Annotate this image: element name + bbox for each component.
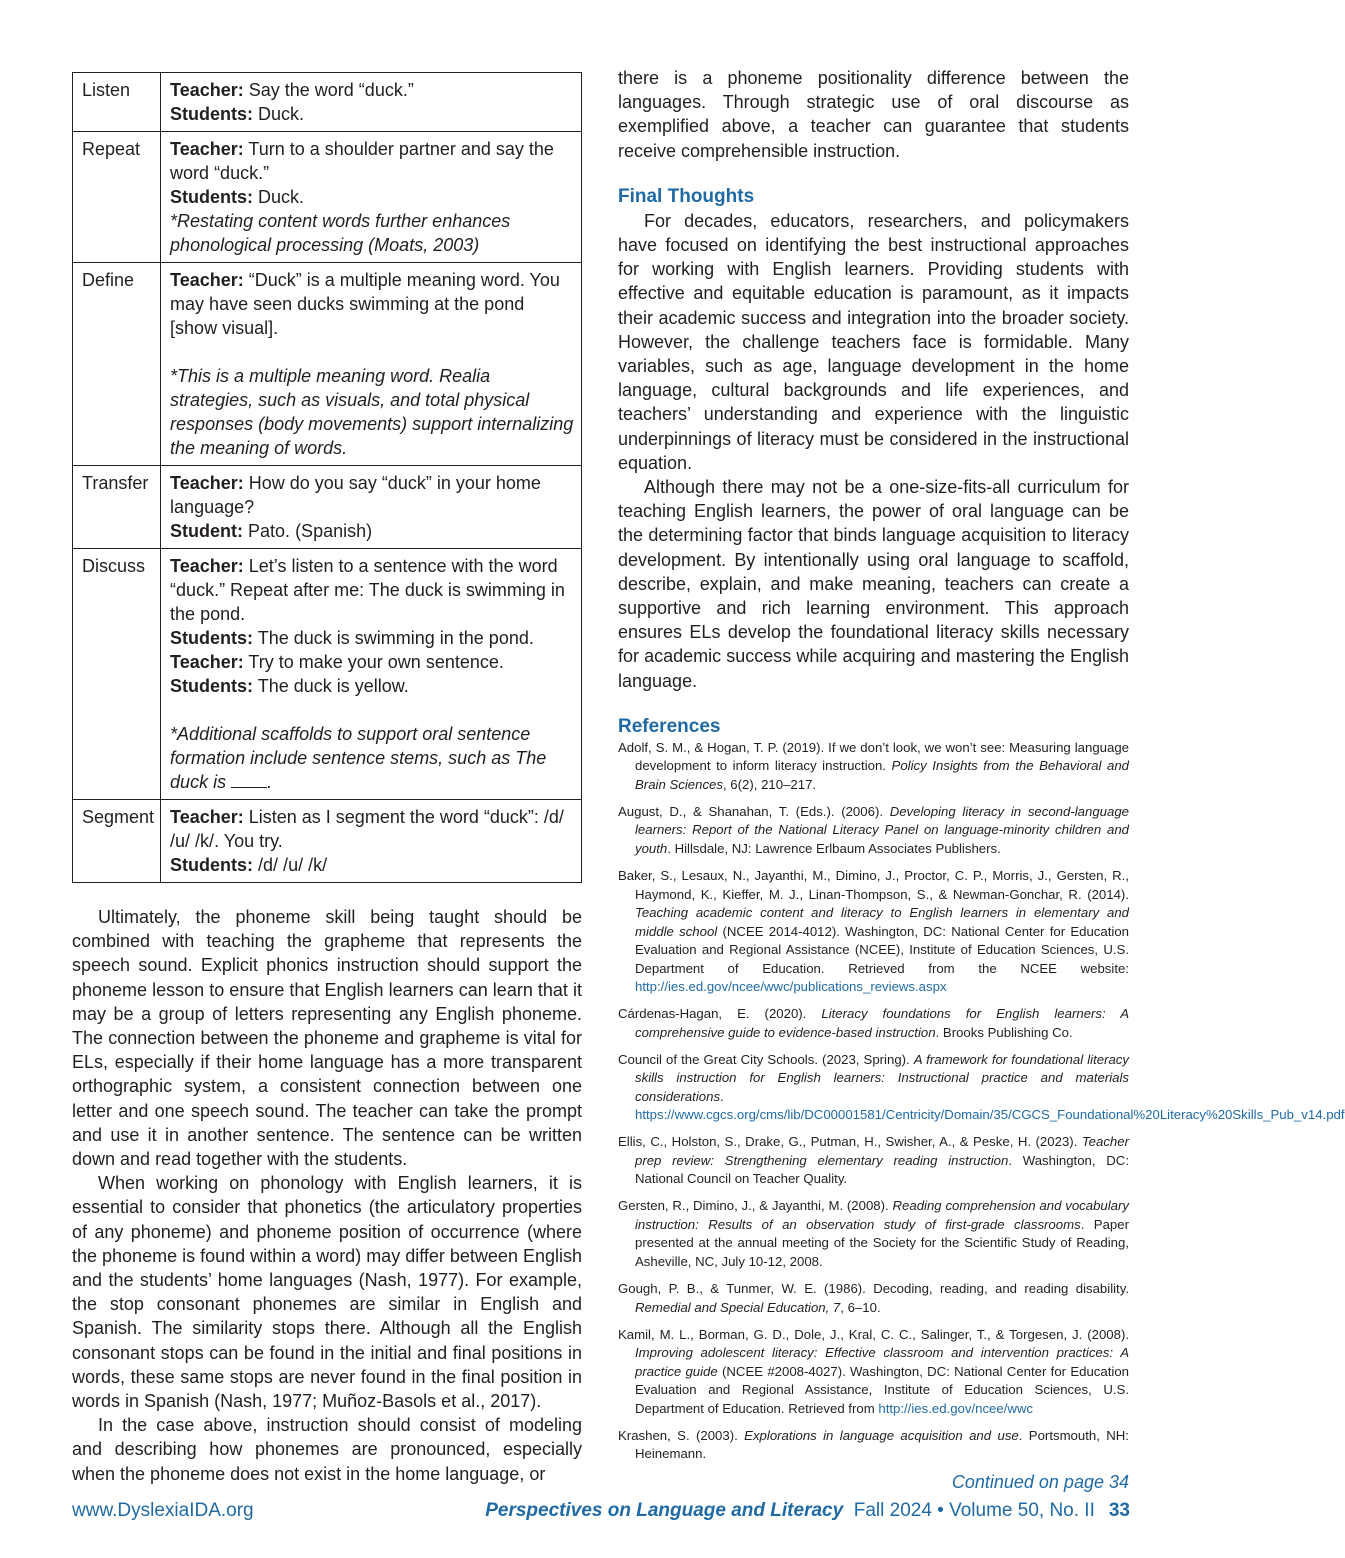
body-paragraph: Ultimately, the phoneme skill being taught should be combined with teaching the grapheme that represents the speech sound. Explicit phonics instruction should support the phoneme lesson to ensure that English learners can learn that it may be a group of letters representing any English phoneme. The connection between the phoneme and grapheme is vital for ELs, especially if their home language has a more transparent orthographic system, a consistent connection between one letter and one speech sound. The teacher can take the prompt and use it in another sentence. The sentence can be written down and read together with the students. <box>72 907 582 1170</box>
reference-title: A framework for foundational literacy skills instruction for English learners: Instructional practice and materials considerations <box>635 1051 1129 1104</box>
reference-title: Developing literacy in second-language learners: Report of the National Literacy Panel on language-minority children and youth <box>635 803 1130 856</box>
dialogue-line <box>170 805 575 853</box>
reference-text: . Portsmouth, NH: Heinemann. <box>635 1427 1129 1462</box>
speaker-label: Teacher: <box>170 80 244 100</box>
reference-text: Gough, P. B., & Tunmer, W. E. (1986). Decoding, reading, and reading disability. <box>618 1281 1129 1297</box>
dialogue-text: How do you say “duck” in your home language? <box>170 473 541 517</box>
reference-text: . Washington, DC: National Council on Teacher Quality. <box>635 1152 1129 1187</box>
footer-website-link[interactable]: www.DyslexiaIDA.org <box>72 1500 254 1521</box>
dialogue-line <box>170 554 575 626</box>
speaker-label: Teacher: <box>170 473 244 493</box>
body-paragraph: For decades, educators, researchers, and policymakers have focused on identifying the best instructional approaches for working with English learners. Providing students with effective and equitable education is paramount, as it impacts their academic success and integration into the broader society. However, the challenge teachers face is formidable. Many variables, such as age, language development in the home language, cultural backgrounds and life experiences, and teachers’ understanding and experience with the linguistic underpinnings of literacy must be considered in the instructional equation. <box>618 210 1129 473</box>
reference-text: Ellis, C., Holston, S., Drake, G., Putman, H., Swisher, A., & Peske, H. (2023). <box>618 1134 1082 1150</box>
dialogue-text: Say the word “duck.” <box>243 80 414 100</box>
speaker-label: Teacher: <box>170 270 244 290</box>
dialogue-text: “Duck” is a multiple meaning word. You may have seen ducks swimming at the pond [show visual]. <box>170 270 560 338</box>
note-text-end: . <box>267 772 273 792</box>
reference-title: Reading comprehension and vocabulary instruction: Results of an observation study of first-grade classrooms <box>635 1198 1130 1232</box>
dialogue-text: /d/ /u/ /k/ <box>253 855 328 875</box>
continued-note: Continued on page 34 <box>951 1472 1129 1493</box>
reference-item <box>618 1051 1345 1125</box>
reference-text: Baker, S., Lesaux, N., Jayanthi, M., Dimino, J., Proctor, C. P., Morris, J., Gersten, R., Haymond, K., Kieffer, M. J., Linan-Thompson, S., & Newman-Gonchar, R. (2014). <box>618 868 1129 902</box>
dialogue-line <box>170 650 575 674</box>
reference-title: Policy Insights from the Behavioral and Brain Sciences <box>635 758 1130 792</box>
dialogue-line <box>170 674 575 698</box>
teaching-note <box>170 722 575 794</box>
reference-link[interactable]: https://www.cgcs.org/cms/lib/DC00001581/Centricity/Domain/35/CGCS_Foundational%20Literacy%20Skills_Pub_v14.pdf <box>635 1107 1345 1123</box>
reference-title: Explorations in language acquisition and use <box>744 1427 1019 1443</box>
reference-item <box>618 1326 1129 1419</box>
right-column <box>618 66 1345 1493</box>
left-body-text <box>72 905 582 1486</box>
reference-text: (NCEE #2008-4027). Washington, DC: National Center for Education Evaluation and Regional Assistance, Institute of Education Sciences, U.S. Department of Education. Retrieved from <box>635 1363 1129 1416</box>
stage-cell: Discuss <box>73 549 161 800</box>
dialogue-line <box>170 78 575 102</box>
reference-text: Council of the Great City Schools. (2023, Spring). <box>618 1051 914 1067</box>
dialogue-line <box>170 626 575 650</box>
dialogue-text: The duck is swimming in the pond. <box>253 628 534 648</box>
reference-item <box>618 739 1129 795</box>
body-paragraph: When working on phonology with English learners, it is essential to consider that phonetics (the articulatory properties of any phoneme) and phoneme position of occurrence (where the phoneme is found within a word) may differ between English and the students’ home languages (Nash, 1977). For example, the stop consonant phonemes are similar in English and Spanish. The similarity stops there. Although all the English consonant stops can be found in the initial and final positions in words, these same stops are never found in the final position in words in Spanish (Nash, 1977; Muñoz-Basols et al., 2017). <box>72 1173 582 1412</box>
stage-cell: Listen <box>73 73 161 132</box>
reference-link[interactable]: http://ies.ed.gov/ncee/wwc/publications_reviews.aspx <box>635 979 947 995</box>
dialogue-text: Turn to a shoulder partner and say the word “duck.” <box>170 139 554 183</box>
reference-title: Teaching academic content and literacy to English learners in elementary and middle school <box>635 905 1129 939</box>
dialogue-line <box>170 853 575 877</box>
table-row <box>73 132 582 263</box>
reference-item <box>618 1197 1129 1271</box>
dialogue-line <box>170 519 575 543</box>
dialogue-cell <box>161 549 582 800</box>
reference-text: Adolf, S. M., & Hogan, T. P. (2019). If we don’t look, we won’t see: Measuring language development to inform literacy instruction. <box>618 739 1129 774</box>
table-row <box>73 800 582 883</box>
dialogue-text: Try to make your own sentence. <box>243 652 504 672</box>
dialogue-cell <box>161 73 582 132</box>
dialogue-cell <box>161 466 582 549</box>
stage-cell: Define <box>73 263 161 466</box>
left-column <box>72 72 582 1486</box>
reference-text: (NCEE 2014-4012). Washington, DC: National Center for Education Evaluation and Regional Assistance (NCEE), Institute of Education Sciences, U.S. Department of Education. Retrieved from the NCEE website: <box>635 923 1129 976</box>
dialogue-line <box>170 137 575 185</box>
dialogue-cell <box>161 800 582 883</box>
note-text: *Restating content words further enhances phonological processing (Moats, 2003) <box>170 211 511 255</box>
page-number: 33 <box>1108 1500 1130 1521</box>
speaker-label: Students: <box>170 104 254 124</box>
final-thoughts-heading: Final Thoughts <box>618 185 755 207</box>
dialogue-line <box>170 102 575 126</box>
speaker-label: Teacher: <box>170 139 244 159</box>
table-row <box>73 549 582 800</box>
page-footer <box>72 1500 1130 1528</box>
journal-issue: Fall 2024 • Volume 50, No. II <box>853 1500 1095 1521</box>
dialogue-cell <box>161 263 582 466</box>
dialogue-text: Duck. <box>253 187 305 207</box>
reference-item <box>618 1005 1129 1042</box>
reference-text: . <box>720 1088 724 1104</box>
note-text: *Additional scaffolds to support oral sentence formation include sentence stems, such as The duck is <box>170 724 547 792</box>
reference-text: August, D., & Shanahan, T. (Eds.). (2006). <box>618 803 890 819</box>
reference-text: . Brooks Publishing Co. <box>935 1024 1073 1040</box>
fill-in-blank <box>231 771 267 788</box>
body-paragraph: there is a phoneme positionality difference between the languages. Through strategic use of oral discourse as exemplified above, a teacher can guarantee that students receive comprehensible instruction. <box>618 68 1129 161</box>
speaker-label: Students: <box>170 676 254 696</box>
table-row <box>73 466 582 549</box>
reference-text: Krashen, S. (2003). <box>618 1427 745 1443</box>
dialogue-line <box>170 268 575 340</box>
speaker-label: Students: <box>170 855 254 875</box>
journal-title: Perspectives on Language and Literacy <box>485 1500 844 1521</box>
reference-text: , 6(2), 210–217. <box>722 776 817 792</box>
reference-text: , 6–10. <box>840 1299 881 1315</box>
references-list <box>618 739 1345 1464</box>
teaching-note <box>170 209 575 257</box>
stage-cell: Transfer <box>73 466 161 549</box>
lesson-table <box>72 72 582 883</box>
table-row <box>73 263 582 466</box>
reference-title: Remedial and Special Education, 7 <box>635 1299 841 1315</box>
stage-cell: Segment <box>73 800 161 883</box>
spacer <box>170 698 575 722</box>
reference-item <box>618 803 1129 859</box>
dialogue-text: Let’s listen to a sentence with the word “duck.” Repeat after me: The duck is swimming in the pond. <box>170 556 565 624</box>
reference-text: Kamil, M. L., Borman, G. D., Dole, J., Kral, C. C., Salinger, T., & Torgesen, J. (2008). <box>618 1326 1129 1342</box>
reference-item <box>618 867 1129 997</box>
dialogue-text: Duck. <box>253 104 305 124</box>
dialogue-text: Pato. (Spanish) <box>243 521 373 541</box>
reference-text: . Hillsdale, NJ: Lawrence Erlbaum Associates Publishers. <box>667 840 1001 856</box>
speaker-label: Students: <box>170 628 254 648</box>
reference-title: Literacy foundations for English learners: A comprehensive guide to evidence-based instruction <box>635 1006 1129 1040</box>
speaker-label: Teacher: <box>170 556 244 576</box>
reference-title: Improving adolescent literacy: Effective classroom and intervention practices: A practice guide <box>635 1345 1129 1379</box>
dialogue-text: The duck is yellow. <box>253 676 409 696</box>
dialogue-line <box>170 471 575 519</box>
references-heading: References <box>618 715 721 737</box>
reference-link[interactable]: http://ies.ed.gov/ncee/wwc <box>878 1400 1034 1416</box>
dialogue-cell <box>161 132 582 263</box>
note-text: *This is a multiple meaning word. Realia strategies, such as visuals, and total physical responses (body movements) support internalizing the meaning of words. <box>170 366 574 458</box>
stage-cell: Repeat <box>73 132 161 263</box>
reference-item <box>618 1427 1129 1464</box>
footer-journal <box>485 1500 1130 1522</box>
speaker-label: Students: <box>170 187 254 207</box>
speaker-label: Teacher: <box>170 652 244 672</box>
body-paragraph: In the case above, instruction should consist of modeling and describing how phonemes are pronounced, especially when the phoneme does not exist in the home language, or <box>72 1415 582 1484</box>
reference-text: Cárdenas-Hagan, E. (2020). <box>618 1006 822 1022</box>
reference-title: Teacher prep review: Strengthening elementary reading instruction <box>635 1134 1129 1168</box>
table-row <box>73 73 582 132</box>
reference-text: Gersten, R., Dimino, J., & Jayanthi, M. (2008). <box>618 1198 893 1214</box>
dialogue-text: Listen as I segment the word “duck”: /d/ /u/ /k/. You try. <box>170 807 564 851</box>
reference-text: . Paper presented at the annual meeting of the Society for the Scientific Study of Reading, Asheville, NC, July 10-12, 2008. <box>635 1216 1129 1269</box>
body-paragraph: Although there may not be a one-size-fits-all curriculum for teaching English learners, the power of oral language can be the determining factor that binds language acquisition to literacy development. By intentionally using oral language to scaffold, describe, explain, and make meaning, teachers can create a supportive and rich learning environment. This approach ensures ELs develop the foundational literacy skills necessary for academic success while acquiring and mastering the English language. <box>618 477 1129 691</box>
reference-item <box>618 1280 1129 1317</box>
speaker-label: Teacher: <box>170 807 244 827</box>
reference-item <box>618 1133 1129 1189</box>
teaching-note <box>170 364 575 460</box>
speaker-label: Student: <box>170 521 244 541</box>
dialogue-line <box>170 185 575 209</box>
spacer <box>170 340 575 364</box>
